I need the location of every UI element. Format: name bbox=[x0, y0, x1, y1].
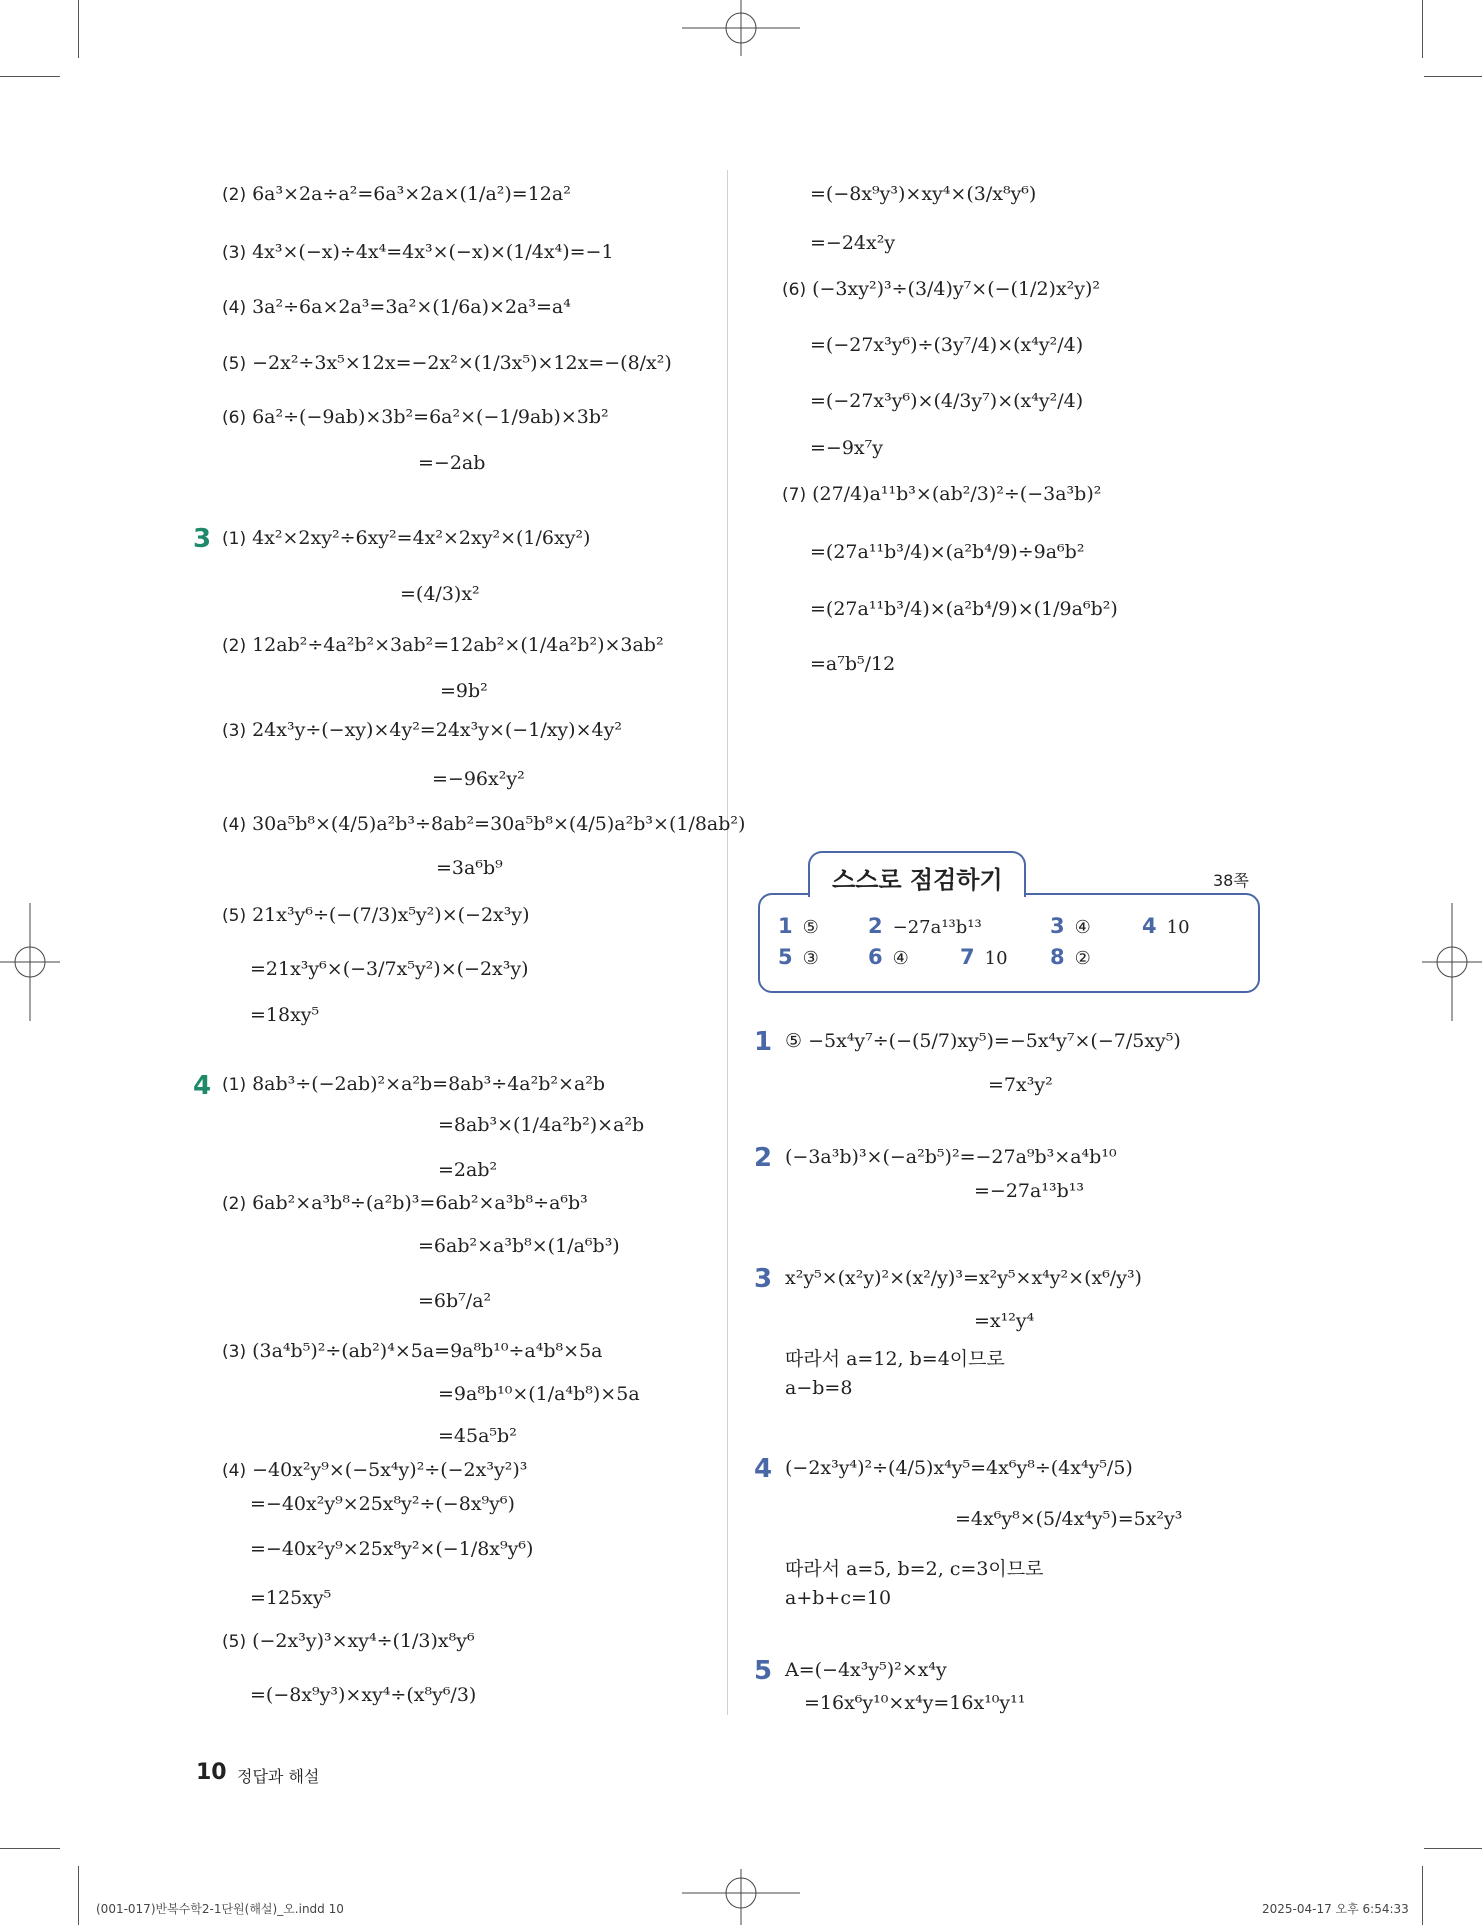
math-line bbox=[810, 437, 883, 459]
math-expression: =(27a¹¹b³/4)×(a²b⁴/9)×(1/9a⁶b²) bbox=[810, 598, 1118, 620]
page-reference: 38쪽 bbox=[1213, 871, 1249, 890]
math-line bbox=[222, 527, 590, 549]
answer-number: 3 bbox=[1050, 914, 1065, 938]
math-line bbox=[222, 183, 571, 205]
answer-number: 2 bbox=[868, 914, 883, 938]
timestamp: 2025-04-17 오후 6:54:33 bbox=[1262, 1902, 1409, 1916]
math-line bbox=[988, 1074, 1053, 1096]
self-check-title: 스스로 점검하기 bbox=[832, 866, 1003, 894]
item-label: (3) bbox=[222, 1342, 247, 1362]
math-line bbox=[810, 334, 1083, 356]
math-line bbox=[418, 452, 485, 474]
item-label: (6) bbox=[782, 280, 807, 300]
item-label: (3) bbox=[222, 243, 247, 263]
math-line bbox=[810, 541, 1084, 563]
math-expression: =(−27x³y⁶)÷(3y⁷/4)×(x⁴y²/4) bbox=[810, 334, 1084, 356]
math-line bbox=[810, 598, 1118, 620]
math-expression: =18xy⁵ bbox=[250, 1004, 320, 1026]
math-expression: =9b² bbox=[440, 680, 488, 702]
solution-number: 2 bbox=[754, 1143, 773, 1173]
math-line bbox=[222, 1192, 588, 1214]
answer-number: 1 bbox=[778, 914, 793, 938]
math-expression: =6b⁷/a² bbox=[418, 1290, 492, 1312]
solution-number: 3 bbox=[754, 1264, 773, 1294]
column-divider bbox=[727, 170, 728, 1715]
math-line bbox=[222, 904, 530, 926]
math-line bbox=[250, 958, 529, 980]
item-label: (5) bbox=[222, 354, 247, 374]
math-expression: 12ab²÷4a²b²×3ab²=12ab²×(1/4a²b²)×3ab² bbox=[252, 634, 664, 656]
math-line bbox=[438, 1114, 644, 1136]
item-label: (2) bbox=[222, 1194, 247, 1214]
file-name: (001-017)반복수학2-1단원(해설)_오.indd 10 bbox=[96, 1902, 344, 1916]
answer-item bbox=[778, 945, 819, 969]
math-expression: =−96x²y² bbox=[432, 768, 525, 790]
math-line bbox=[250, 1587, 331, 1609]
math-expression: x²y⁵×(x²y)²×(x²/y)³=x²y⁵×x⁴y²×(x⁶/y³) bbox=[785, 1267, 1142, 1289]
math-expression: =(−27x³y⁶)×(4/3y⁷)×(x⁴y²/4) bbox=[810, 390, 1084, 412]
item-label: (2) bbox=[222, 636, 247, 656]
crop-mark bbox=[1424, 1848, 1482, 1849]
answer-item bbox=[868, 945, 909, 969]
math-line bbox=[785, 1457, 1133, 1479]
math-expression: =3a⁶b⁹ bbox=[436, 857, 503, 879]
math-expression: 3a²÷6a×2a³=3a²×(1/6a)×2a³=a⁴ bbox=[252, 296, 571, 318]
math-expression: 6a²÷(−9ab)×3b²=6a²×(−1/9ab)×3b² bbox=[252, 406, 609, 428]
math-expression: (27/4)a¹¹b³×(ab²/3)²÷(−3a³b)² bbox=[812, 483, 1102, 505]
solution-number: 5 bbox=[754, 1656, 773, 1686]
math-line bbox=[436, 857, 503, 879]
math-expression: 24x³y÷(−xy)×4y²=24x³y×(−1/xy)×4y² bbox=[252, 719, 622, 741]
math-line bbox=[222, 1073, 605, 1095]
item-label: (1) bbox=[222, 529, 247, 549]
crop-mark bbox=[1422, 0, 1423, 58]
crop-mark bbox=[78, 0, 79, 58]
math-line bbox=[418, 1290, 491, 1312]
math-expression: =−40x²y⁹×25x⁸y²×(−1/8x⁹y⁶) bbox=[250, 1538, 534, 1560]
crop-mark bbox=[0, 76, 60, 77]
conclusion-text: a+b+c=10 bbox=[785, 1587, 892, 1609]
math-expression: 6ab²×a³b⁸÷(a²b)³=6ab²×a³b⁸÷a⁶b³ bbox=[252, 1192, 588, 1214]
math-expression: =−27a¹³b¹³ bbox=[974, 1180, 1084, 1202]
math-line bbox=[438, 1383, 640, 1405]
conclusion-text: 따라서 a=5, b=2, c=3이므로 bbox=[785, 1558, 1044, 1580]
math-expression: 30a⁵b⁸×(4/5)a²b³÷8ab²=30a⁵b⁸×(4/5)a²b³×(1/8ab²) bbox=[252, 813, 746, 835]
math-line bbox=[804, 1692, 1025, 1714]
math-line bbox=[782, 278, 1100, 300]
answer-value: ⑤ bbox=[802, 917, 819, 938]
item-label: (4) bbox=[222, 298, 247, 318]
math-line bbox=[785, 1030, 1181, 1052]
math-line bbox=[222, 1630, 475, 1652]
item-label: (6) bbox=[222, 408, 247, 428]
math-line bbox=[440, 680, 488, 702]
math-expression: =−24x²y bbox=[810, 232, 896, 254]
math-line bbox=[222, 1340, 602, 1362]
math-line bbox=[250, 1493, 515, 1515]
answer-value: ④ bbox=[892, 948, 909, 969]
math-expression: A=(−4x³y⁵)²×x⁴y bbox=[785, 1659, 947, 1681]
math-expression: −40x²y⁹×(−5x⁴y)²÷(−2x³y²)³ bbox=[252, 1459, 528, 1481]
math-expression: (3a⁴b⁵)²÷(ab²)⁴×5a=9a⁸b¹⁰÷a⁴b⁸×5a bbox=[252, 1340, 603, 1362]
math-expression: (−2x³y)³×xy⁴÷(1/3)x⁸y⁶ bbox=[252, 1630, 475, 1652]
math-line bbox=[222, 634, 664, 656]
math-expression: =−2ab bbox=[418, 452, 486, 474]
answer-value: ④ bbox=[1074, 917, 1091, 938]
solution-number: 1 bbox=[754, 1027, 773, 1057]
math-line bbox=[810, 232, 895, 254]
answer-item bbox=[1142, 914, 1190, 938]
math-line bbox=[974, 1310, 1034, 1332]
answer-number: 5 bbox=[778, 945, 793, 969]
math-line bbox=[400, 583, 480, 605]
math-line bbox=[785, 1267, 1142, 1289]
answer-number: 7 bbox=[960, 945, 975, 969]
text-line bbox=[785, 1554, 1043, 1581]
math-expression: =a⁷b⁵/12 bbox=[810, 653, 896, 675]
math-expression: =9a⁸b¹⁰×(1/a⁴b⁸)×5a bbox=[438, 1383, 640, 1405]
math-expression: =(−8x⁹y³)×xy⁴×(3/x⁸y⁶) bbox=[810, 183, 1037, 205]
math-expression: =(27a¹¹b³/4)×(a²b⁴/9)÷9a⁶b² bbox=[810, 541, 1085, 563]
math-line bbox=[810, 183, 1036, 205]
solution-number: 4 bbox=[754, 1454, 773, 1484]
math-expression: =16x⁶y¹⁰×x⁴y=16x¹⁰y¹¹ bbox=[804, 1692, 1026, 1714]
math-line bbox=[418, 1235, 620, 1257]
math-expression: 4x³×(−x)÷4x⁴=4x³×(−x)×(1/4x⁴)=−1 bbox=[252, 241, 614, 263]
math-expression: 4x²×2xy²÷6xy²=4x²×2xy²×(1/6xy²) bbox=[252, 527, 591, 549]
text-line bbox=[785, 1344, 1005, 1371]
page-number: 10 bbox=[196, 1760, 227, 1785]
math-line bbox=[222, 352, 672, 374]
math-expression: =2ab² bbox=[438, 1159, 498, 1181]
math-expression: ⑤ −5x⁴y⁷÷(−(5/7)xy⁵)=−5x⁴y⁷×(−7/5xy⁵) bbox=[785, 1030, 1181, 1052]
question-number: 3 bbox=[193, 524, 212, 554]
math-expression: (−2x³y⁴)²÷(4/5)x⁴y⁵=4x⁶y⁸÷(4x⁴y⁵/5) bbox=[785, 1457, 1133, 1479]
registration-mark-icon bbox=[682, 0, 800, 56]
answer-number: 8 bbox=[1050, 945, 1065, 969]
math-line bbox=[782, 483, 1101, 505]
math-expression: =7x³y² bbox=[988, 1074, 1053, 1096]
math-line bbox=[222, 406, 609, 428]
math-line bbox=[785, 1146, 1117, 1168]
math-line bbox=[785, 1659, 947, 1681]
math-line bbox=[432, 768, 525, 790]
math-expression: 8ab³÷(−2ab)²×a²b=8ab³÷4a²b²×a²b bbox=[252, 1073, 606, 1095]
answer-value: 10 bbox=[984, 948, 1008, 969]
math-line bbox=[222, 241, 614, 263]
text-line bbox=[785, 1587, 891, 1609]
answer-value: −27a¹³b¹³ bbox=[892, 917, 982, 938]
crop-mark bbox=[1424, 76, 1482, 77]
math-expression: =4x⁶y⁸×(5/4x⁴y⁵)=5x²y³ bbox=[955, 1508, 1183, 1530]
text-line bbox=[785, 1377, 852, 1399]
conclusion-text: a−b=8 bbox=[785, 1377, 853, 1399]
math-expression: 6a³×2a÷a²=6a³×2a×(1/a²)=12a² bbox=[252, 183, 571, 205]
math-expression: =−9x⁷y bbox=[810, 437, 883, 459]
self-check-box bbox=[758, 893, 1260, 993]
math-expression: −2x²÷3x⁵×12x=−2x²×(1/3x⁵)×12x=−(8/x²) bbox=[252, 352, 672, 374]
crop-mark bbox=[0, 1848, 60, 1849]
math-line bbox=[438, 1425, 517, 1447]
answer-item bbox=[1050, 945, 1091, 969]
item-label: (5) bbox=[222, 1632, 247, 1652]
answer-item bbox=[1050, 914, 1091, 938]
math-expression: =−40x²y⁹×25x⁸y²÷(−8x⁹y⁶) bbox=[250, 1493, 515, 1515]
crop-mark bbox=[1422, 1866, 1423, 1925]
page-label: 정답과 해설 bbox=[237, 1767, 320, 1786]
math-expression: =125xy⁵ bbox=[250, 1587, 332, 1609]
math-line bbox=[222, 813, 745, 835]
answer-item bbox=[960, 945, 1008, 969]
item-label: (3) bbox=[222, 721, 247, 741]
math-line bbox=[250, 1004, 319, 1026]
answer-value: ③ bbox=[802, 948, 819, 969]
math-expression: =21x³y⁶×(−3/7x⁵y²)×(−2x³y) bbox=[250, 958, 529, 980]
answer-value: 10 bbox=[1166, 917, 1190, 938]
math-expression: =x¹²y⁴ bbox=[974, 1310, 1035, 1332]
math-expression: =45a⁵b² bbox=[438, 1425, 517, 1447]
math-expression: =8ab³×(1/4a²b²)×a²b bbox=[438, 1114, 645, 1136]
item-label: (7) bbox=[782, 485, 807, 505]
math-expression: 21x³y⁶÷(−(7/3)x⁵y²)×(−2x³y) bbox=[252, 904, 530, 926]
item-label: (1) bbox=[222, 1075, 247, 1095]
math-line bbox=[222, 1459, 527, 1481]
answer-item bbox=[778, 914, 819, 938]
item-label: (5) bbox=[222, 906, 247, 926]
conclusion-text: 따라서 a=12, b=4이므로 bbox=[785, 1348, 1005, 1370]
math-expression: =6ab²×a³b⁸×(1/a⁶b³) bbox=[418, 1235, 620, 1257]
math-expression: (−3a³b)³×(−a²b⁵)²=−27a⁹b³×a⁴b¹⁰ bbox=[785, 1146, 1117, 1168]
registration-mark-icon bbox=[0, 903, 60, 1021]
registration-mark-icon bbox=[682, 1869, 800, 1925]
question-number: 4 bbox=[193, 1071, 212, 1101]
item-label: (2) bbox=[222, 185, 247, 205]
math-line bbox=[810, 653, 895, 675]
math-line bbox=[955, 1508, 1182, 1530]
answer-number: 4 bbox=[1142, 914, 1157, 938]
answer-item bbox=[868, 914, 982, 938]
answer-value: ② bbox=[1074, 948, 1091, 969]
math-expression: =(−8x⁹y³)×xy⁴÷(x⁸y⁶/3) bbox=[250, 1684, 477, 1706]
math-expression: (−3xy²)³÷(3/4)y⁷×(−(1/2)x²y)² bbox=[812, 278, 1101, 300]
math-line bbox=[438, 1159, 497, 1181]
math-line bbox=[974, 1180, 1084, 1202]
math-line bbox=[222, 296, 571, 318]
answer-number: 6 bbox=[868, 945, 883, 969]
math-line bbox=[250, 1538, 533, 1560]
math-expression: =(4/3)x² bbox=[400, 583, 480, 605]
math-line bbox=[222, 719, 622, 741]
math-line bbox=[810, 390, 1083, 412]
item-label: (4) bbox=[222, 1461, 247, 1481]
math-line bbox=[250, 1684, 476, 1706]
registration-mark-icon bbox=[1422, 903, 1482, 1021]
crop-mark bbox=[78, 1866, 79, 1925]
item-label: (4) bbox=[222, 815, 247, 835]
